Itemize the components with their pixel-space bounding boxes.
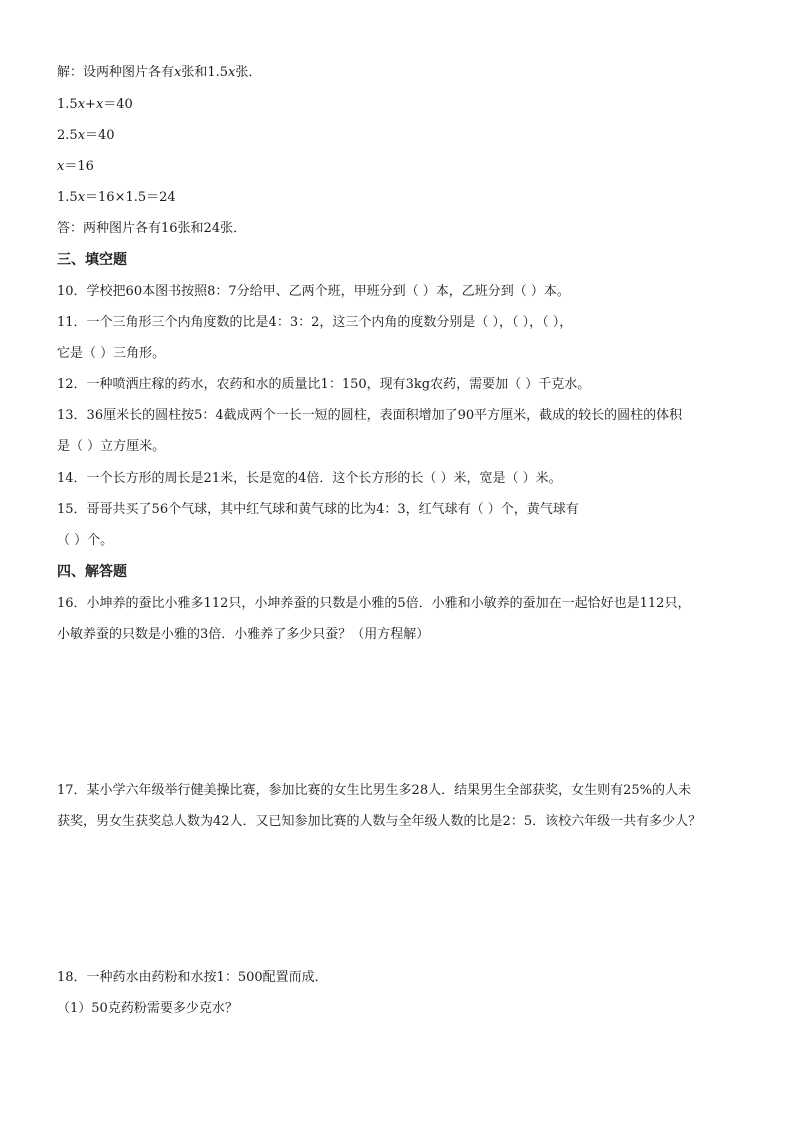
- variable-x: x: [95, 97, 104, 112]
- solution-setup: [57, 64, 261, 82]
- equation-2-part-a: 2.5: [57, 128, 78, 143]
- question-12: 12．一种喷洒庄稼的药水，农药和水的质量比1：150，现有3kg农药，需要加（ ）千克水。: [57, 377, 591, 392]
- solution-answer: 答：两种图片各有16张和24张．: [57, 221, 247, 236]
- variable-x: x: [77, 97, 86, 112]
- section-3-heading: 三、填空题: [57, 252, 127, 268]
- question-13-line-2: 是（ ）立方厘米。: [57, 439, 166, 454]
- equation-2: [57, 127, 115, 145]
- question-11-line-1: 11．一个三角形三个内角度数的比是4：3：2，这三个内角的度数分别是（ ），（ ），（ ），: [57, 315, 573, 330]
- equation-2-part-b: ＝40: [85, 128, 115, 143]
- equation-1-part-b: +: [85, 97, 96, 112]
- equation-3: [57, 158, 94, 176]
- variable-x: x: [77, 190, 86, 205]
- question-18-subquestion-1: （1）50克药粉需要多少克水？: [57, 1001, 238, 1016]
- question-18-line-1: 18．一种药水由药粉和水按1：500配置而成．: [57, 970, 328, 985]
- question-16-line-1: 16．小坤养的蚕比小雅多112只，小坤养蚕的只数是小雅的5倍．小雅和小敏养的蚕加在一起恰好也是112只，: [57, 596, 691, 611]
- equation-1: [57, 96, 133, 114]
- equation-3-part-b: ＝16: [64, 159, 94, 174]
- question-17-line-1: 17．某小学六年级举行健美操比赛，参加比赛的女生比男生多28人．结果男生全部获奖，女生则有25%的人未: [57, 783, 691, 798]
- section-4-heading: 四、解答题: [57, 564, 127, 580]
- equation-4-part-b: ＝16×1.5＝24: [85, 190, 176, 205]
- solution-setup-text-a: 解：设两种图片各有: [57, 65, 175, 80]
- equation-1-part-a: 1.5: [57, 97, 78, 112]
- question-15-line-2: （ ）个。: [57, 533, 114, 548]
- question-13-line-1: 13．36厘米长的圆柱按5：4截成两个一长一短的圆柱，表面积增加了90平方厘米，截成的较长的圆柱的体积: [57, 408, 683, 423]
- question-16-line-2: 小敏养蚕的只数是小雅的3倍．小雅养了多少只蚕？（用方程解）: [57, 627, 430, 642]
- solution-setup-text-b: 张和1.5: [181, 65, 229, 80]
- variable-x: x: [228, 65, 236, 80]
- question-14: 14．一个长方形的周长是21米，长是宽的4倍．这个长方形的长（ ）米，宽是（ ）米。: [57, 471, 562, 486]
- variable-x: x: [57, 159, 65, 174]
- question-11-line-2: 它是（ ）三角形。: [57, 346, 166, 361]
- question-17-line-2: 获奖，男女生获奖总人数为42人．又已知参加比赛的人数与全年级人数的比是2：5．该校六年级一共有多少人？: [57, 814, 702, 829]
- equation-4-part-a: 1.5: [57, 190, 78, 205]
- variable-x: x: [174, 65, 182, 80]
- equation-1-part-c: ＝40: [103, 97, 133, 112]
- variable-x: x: [77, 128, 86, 143]
- question-15-line-1: 15．哥哥共买了56个气球，其中红气球和黄气球的比为4：3，红气球有（ ）个，黄气球有: [57, 502, 579, 517]
- question-10: 10．学校把60本图书按照8：7分给甲、乙两个班，甲班分到（ ）本，乙班分到（ ）本。: [57, 284, 570, 299]
- solution-setup-text-c: 张．: [235, 65, 262, 80]
- equation-4: [57, 189, 176, 207]
